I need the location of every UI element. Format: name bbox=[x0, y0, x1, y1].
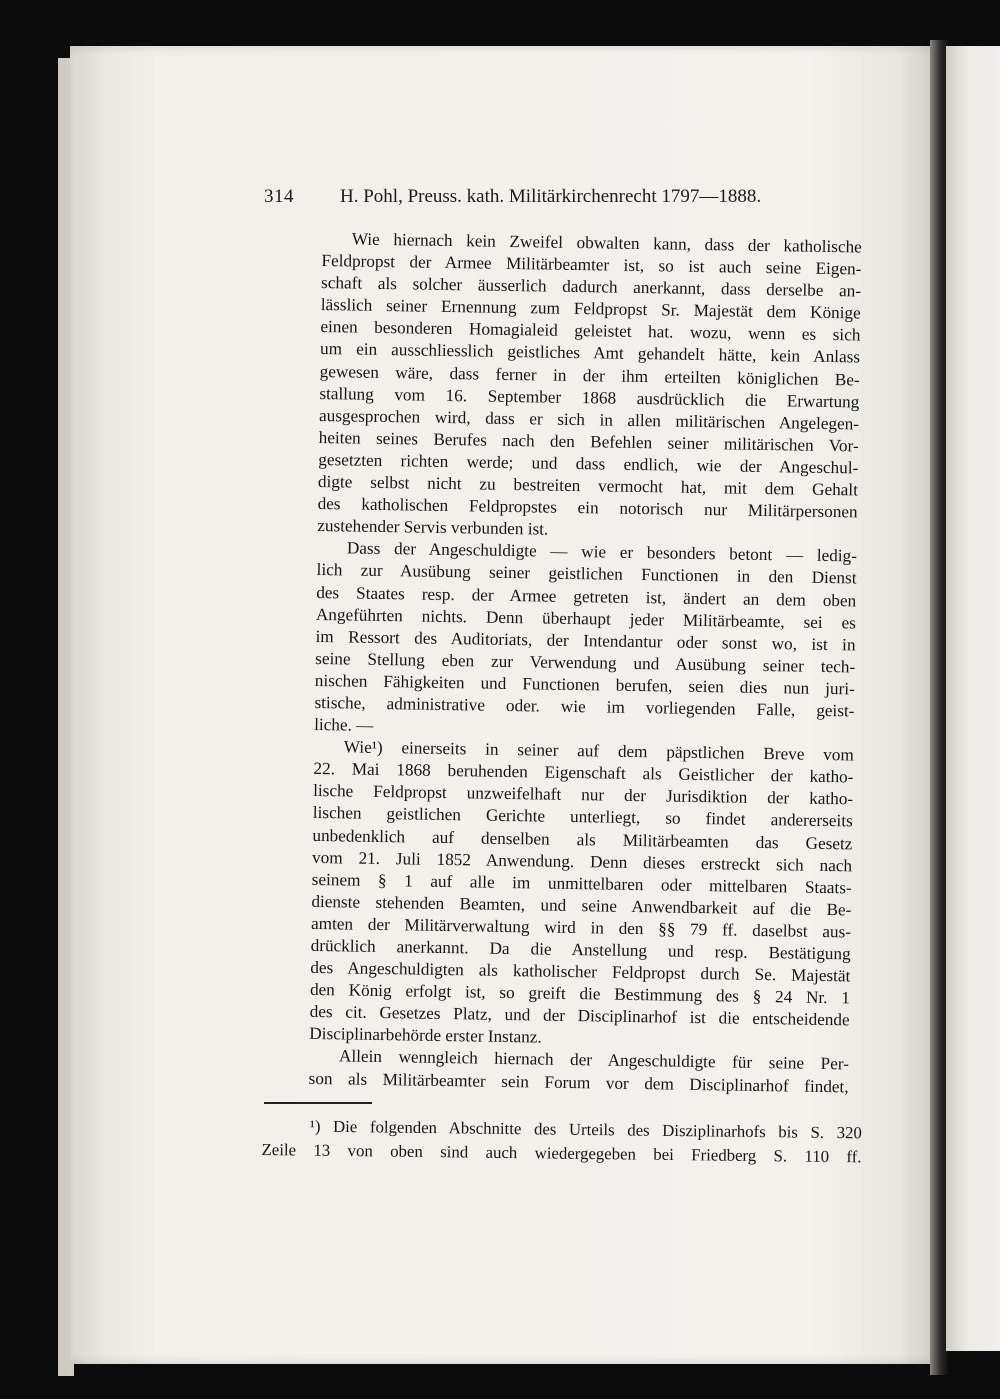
text-line: stallung vom 16. September 1868 ausdrücklich die Erwartung bbox=[319, 383, 860, 412]
text-line: vom 21. Juli 1852 Anwendung. Denn dieses erstreckt sich nach bbox=[311, 847, 853, 876]
paragraph bbox=[308, 1045, 849, 1098]
text-line: Wie hiernach kein Zweifel obwalten kann, dass der katholische bbox=[351, 229, 862, 257]
footnote bbox=[261, 1114, 862, 1169]
text-line: dienste stehenden Beamten, und seine Anwendbarkeit auf die Be- bbox=[311, 891, 852, 920]
text-line: einen besonderen Homagialeid geleistet hat. wozu, wenn es sich bbox=[320, 317, 861, 345]
text-line: lässlich seiner Ernennung zum Feldpropst Sr. Majestät dem Könige bbox=[320, 295, 861, 323]
text-line: nischen Fähigkeiten und Functionen berufen, seien dies nun juri- bbox=[314, 670, 855, 699]
text-line: schaft als solcher äusserlich dadurch anerkannt, dass derselbe an- bbox=[320, 273, 862, 301]
running-title: H. Pohl, Preuss. kath. Militärkirchenrecht 1797—1888. bbox=[340, 186, 762, 207]
text-line: lische Feldpropst unzweifelhaft nur der Jurisdiktion der katho- bbox=[313, 781, 854, 809]
text-line: um ein ausschliesslich geistliches Amt gehandelt hätte, kein Anlass bbox=[319, 339, 861, 367]
body-text bbox=[308, 228, 861, 1098]
text-line: Allein wenngleich hiernach der Angeschuldigte für seine Per- bbox=[338, 1046, 850, 1074]
running-header bbox=[264, 186, 824, 208]
facing-page-edge bbox=[946, 46, 1000, 1351]
text-line: amten der Militärverwaltung wird in den §§ 79 ff. daselbst aus- bbox=[310, 913, 852, 942]
text-line: ausgesprochen wird, dass er sich in allen militärischen Angelegen- bbox=[318, 405, 860, 434]
text-line: seine Stellung eben zur Verwendung und Ausübung seiner tech- bbox=[315, 648, 856, 677]
text-line: im Ressort des Auditoriats, der Intendantur oder sonst wo, ist in bbox=[315, 626, 856, 655]
text-line: son als Militärbeamter sein Forum vor dem Disciplinarhof findet, bbox=[308, 1068, 849, 1096]
text-line: gesetzten richten werde; und dass endlich, wie der Angeschul- bbox=[318, 449, 859, 478]
text-line: stische, administrative oder. wie im vorliegenden Falle, geist- bbox=[314, 692, 855, 721]
text-line: drücklich anerkannt. Da die Anstellung und resp. Bestätigung bbox=[310, 935, 851, 964]
text-line: zustehender Servis verbunden ist. bbox=[317, 516, 549, 539]
text-line: des Angeschuldigten als katholischer Feldpropst durch Se. Majestät bbox=[310, 958, 851, 986]
text-line: Angeführten nichts. Denn überhaupt jeder Militärbeamte, sei es bbox=[315, 604, 857, 633]
text-line: des Staates resp. der Armee getreten ist, ändert an dem oben bbox=[316, 582, 857, 610]
text-line: lischen geistlichen Gerichte unterliegt, so findet andererseits bbox=[312, 803, 853, 831]
text-line: Disciplinarbehörde erster Instanz. bbox=[309, 1024, 542, 1047]
page-number: 314 bbox=[264, 186, 294, 207]
paragraph bbox=[309, 736, 854, 1054]
text-line: gewesen wäre, dass ferner in der ihm erteilten königlichen Be- bbox=[319, 361, 860, 390]
text-line: des katholischen Feldpropstes ein notorisch nur Militärpersonen bbox=[317, 494, 858, 522]
text-line: liche. — bbox=[314, 715, 374, 735]
footnote-line: ¹) Die folgenden Abschnitte des Urteils des Disziplinarhofs bis S. 320 bbox=[309, 1116, 862, 1143]
text-line: des cit. Gesetzes Platz, und der Disciplinarhof ist die entscheidende bbox=[309, 1002, 850, 1030]
footnote-line: Zeile 13 von oben sind auch wiedergegeben bei Friedberg S. 110 ff. bbox=[261, 1139, 862, 1167]
text-line: den König erfolgt ist, so greift die Bestimmung des § 24 Nr. 1 bbox=[309, 980, 851, 1008]
text-line: lich zur Ausübung seiner geistlichen Functionen in den Dienst bbox=[316, 560, 857, 588]
text-line: digte selbst nicht zu bestreiten vermocht hat, mit dem Gehalt bbox=[317, 472, 859, 500]
text-line: Dass der Angeschuldigte — wie er besonders betont — ledig- bbox=[346, 538, 858, 566]
paragraph bbox=[317, 228, 862, 546]
text-line: 22. Mai 1868 beruhenden Eigenschaft als Geistlicher der katho- bbox=[313, 759, 854, 787]
text-line: seinem § 1 auf alle im unmittelbaren oder mittelbaren Staats- bbox=[311, 869, 852, 898]
paragraph bbox=[314, 537, 857, 744]
text-line: Feldpropst der Armee Militärbeamter ist, so ist auch seine Eigen- bbox=[321, 251, 862, 279]
text-line: Wie¹) einerseits in seiner auf dem päpstlichen Breve vom bbox=[343, 737, 854, 765]
text-line: heiten seines Berufes nach den Befehlen seiner militärischen Vor- bbox=[318, 427, 859, 456]
text-line: unbedenklich auf denselben als Militärbeamten das Gesetz bbox=[312, 825, 853, 853]
footnote-rule bbox=[264, 1102, 372, 1104]
